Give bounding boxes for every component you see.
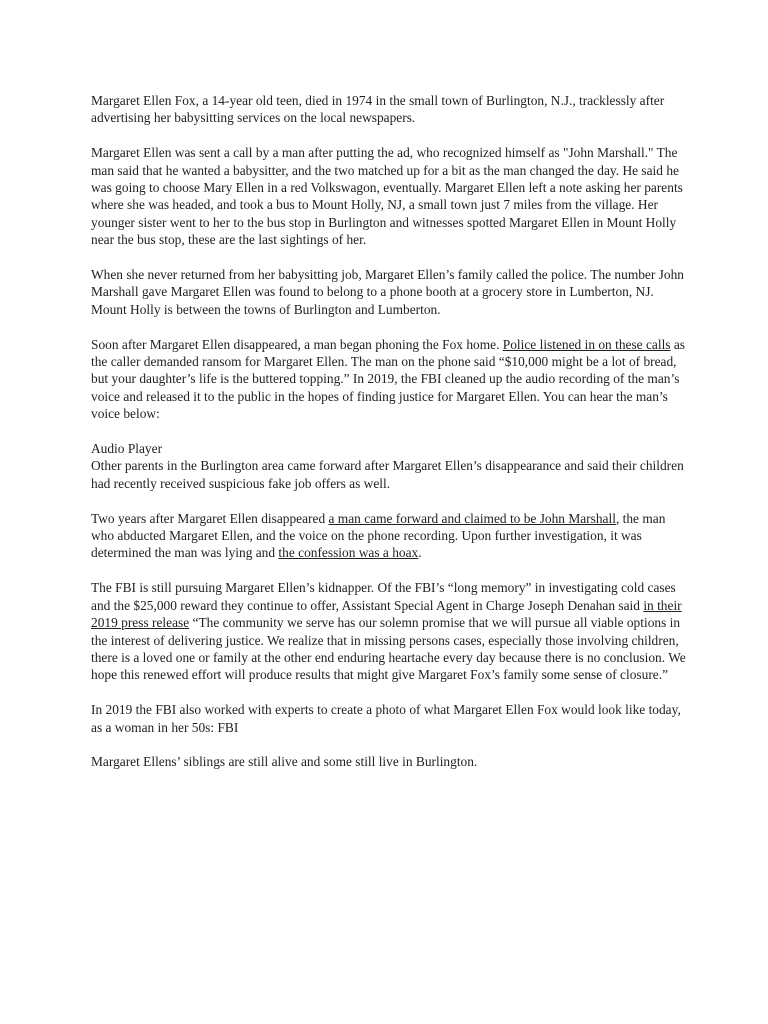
link-confession-hoax[interactable]: the confession was a hoax <box>278 545 419 561</box>
text-segment: , the man who abducted Margaret Ellen, and the voice on the phone recording. Upon further investigation, it was determined the man was lying and <box>91 510 666 561</box>
link-man-came-forward[interactable]: a man came forward and claimed to be John Marshall <box>328 510 616 526</box>
text-segment: Two years after Margaret Ellen disappeared <box>91 510 329 526</box>
paragraph-phone-call: Margaret Ellen was sent a call by a man after putting the ad, who recognized himself as "John Marshall." The man said that he wanted a babysitter, and the two matched up for a bit as the man changed the day. He said he was going to choose Mary Ellen in a red Volkswagon, eventually. Margaret Ellen left a note asking her parents where she was headed, and took a bus to Mount Holly, NJ, a small town just 7 miles from the village. Her younger sister went to her to the bus stop in Burlington and witnesses spotted Margaret Ellen in Mount Holly near the bus stop, these are the last sightings of her. <box>91 145 683 248</box>
paragraph-other-parents: Other parents in the Burlington area came forward after Margaret Ellen’s disappearance and said their children had recently received suspicious fake job offers as well. <box>91 458 684 491</box>
link-police-listened[interactable]: Police listened in on these calls <box>502 336 671 352</box>
audio-player-label: Audio Player <box>91 441 163 457</box>
text-segment: “The community we serve has our solemn promise that we will pursue all viable options in the interest of delivering justice. We realize that in missing persons cases, especially those involving children, there is a loved one or family at the other end enduring heartache every day because there is no conclusion. We hope this renewed effort will produce results that might give Margaret Fox’s family some sense of closure.” <box>91 615 686 683</box>
paragraph-false-confession <box>91 510 691 562</box>
text-segment: as the caller demanded ransom for Margaret Ellen. The man on the phone said “$10,000 might be a lot of bread, but your daughter’s life is the buttered topping.” In 2019, the FBI cleaned up the audio recording of the man’s voice and released it to the public in the hopes of finding justice for Margaret Ellen. You can hear the man’s voice below: <box>91 336 686 422</box>
text-segment: The FBI is still pursuing Margaret Ellen’s kidnapper. Of the FBI’s “long memory” in investigating cold cases and the $25,000 reward they continue to offer, Assistant Special Agent in Charge Joseph Denahan said <box>91 580 676 613</box>
article-body <box>91 92 691 788</box>
paragraph-siblings: Margaret Ellens’ siblings are still alive and some still live in Burlington. <box>91 754 478 770</box>
text-segment: . <box>418 545 422 561</box>
link-press-release[interactable]: in their 2019 press release <box>91 597 682 631</box>
paragraph-fbi-pursuing <box>91 579 691 683</box>
paragraph-intro: Margaret Ellen Fox, a 14-year old teen, died in 1974 in the small town of Burlington, N.J., tracklessly after advertising her babysitting services on the local newspapers. <box>91 93 665 126</box>
paragraph-ransom-calls <box>91 336 691 423</box>
text-segment: Soon after Margaret Ellen disappeared, a man began phoning the Fox home. <box>91 336 503 352</box>
paragraph-police-called: When she never returned from her babysitting job, Margaret Ellen’s family called the police. The number John Marshall gave Margaret Ellen was found to belong to a phone booth at a grocery store in Lumberton, NJ. Mount Holly is between the towns of Burlington and Lumberton. <box>91 267 684 317</box>
paragraph-age-progression: In 2019 the FBI also worked with experts to create a photo of what Margaret Ellen Fox would look like today, as a woman in her 50s: FBI <box>91 702 681 735</box>
